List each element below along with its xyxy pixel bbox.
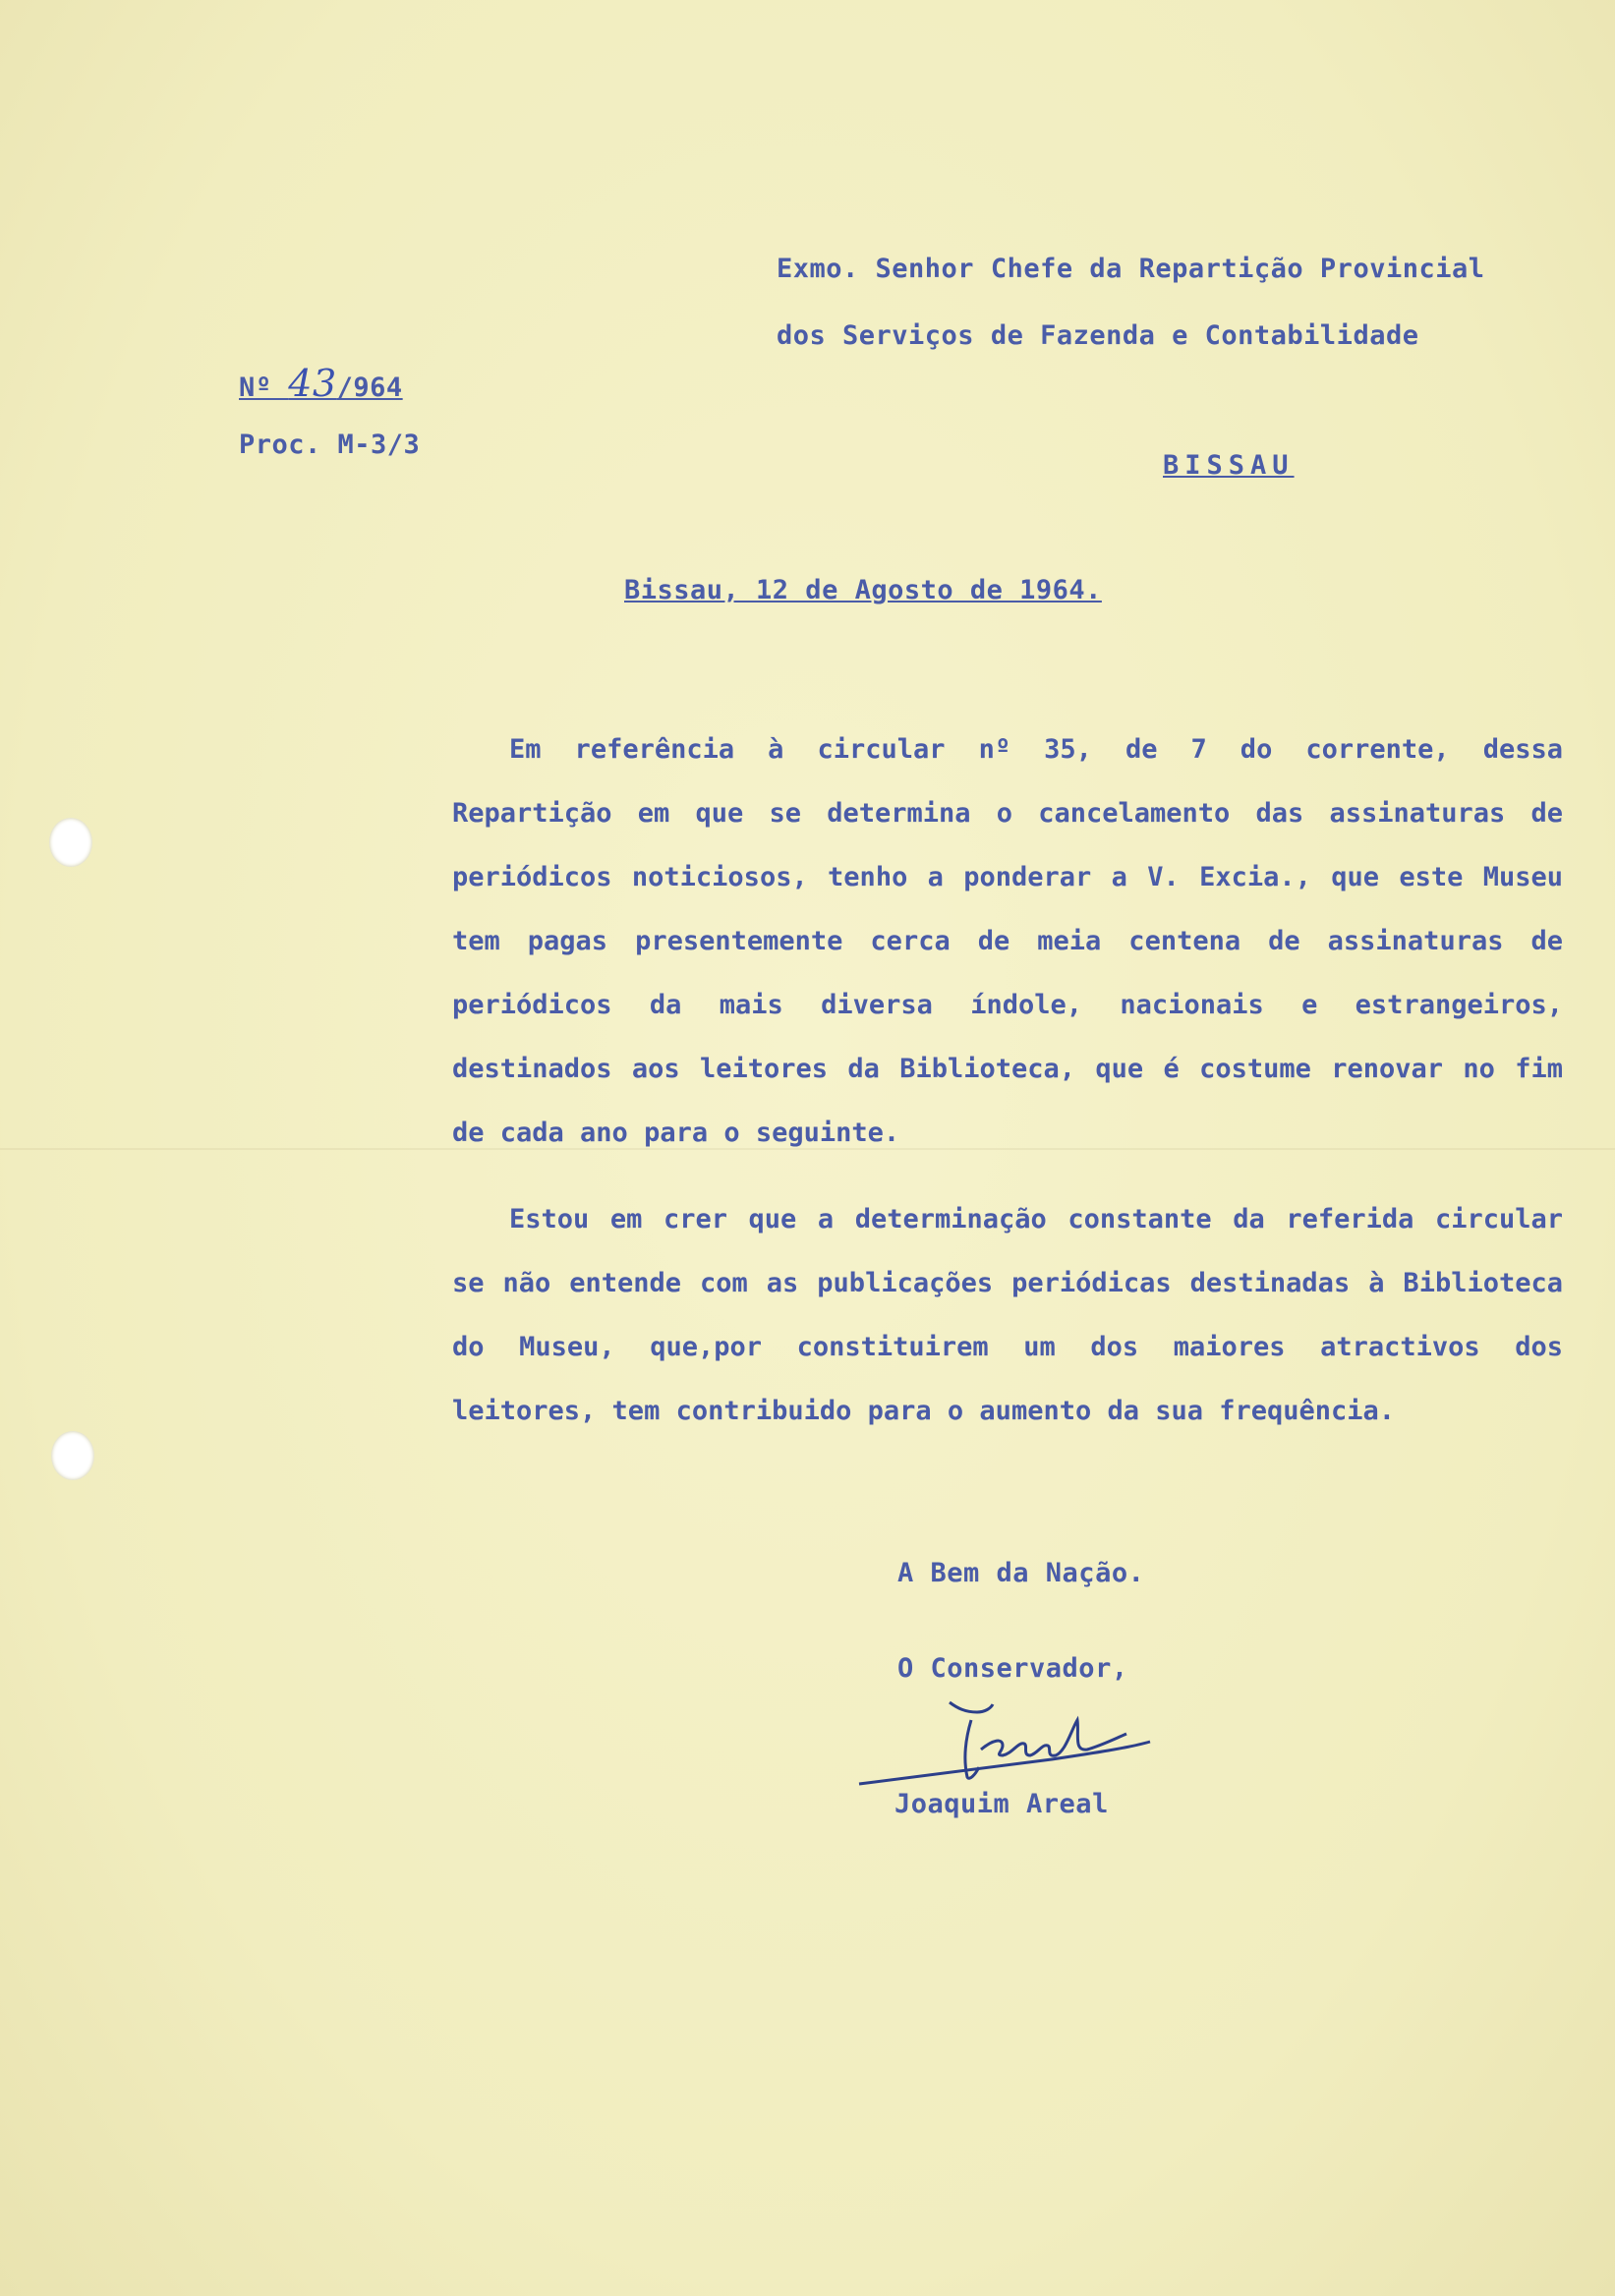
body-paragraph-1: Em referência à circular nº 35, de 7 do corrente, dessa Repartição em que se determina o cancelamento das assinaturas de periódicos noticiosos, tenho a ponderar a V. Excia., que este Museu tem pagas presentemente cerca de meia centena de assinaturas de periódicos da mais diversa índole, nacionais e estrangeiros, destinados aos leitores da Biblioteca, que é costume renovar no fim de cada ano para o seguinte.: [452, 734, 1563, 1148]
punch-hole-bottom: [51, 1431, 94, 1480]
number-suffix: /964: [336, 373, 403, 403]
handwritten-signature: [855, 1691, 1160, 1799]
destination-city: BISSAU: [1163, 450, 1295, 481]
signatory-name: Joaquim Areal: [894, 1789, 1109, 1819]
closing-salutation: A Bem da Nação.: [897, 1558, 1145, 1588]
document-number: [239, 362, 403, 405]
addressee-line-1: Exmo. Senhor Chefe da Repartição Provincial: [777, 254, 1485, 284]
addressee-line-2: dos Serviços de Fazenda e Contabilidade: [777, 320, 1419, 351]
signatory-role: O Conservador,: [897, 1653, 1128, 1684]
number-prefix: Nº: [239, 373, 289, 403]
number-handwritten: 43: [288, 362, 337, 405]
process-reference: Proc. M-3/3: [239, 430, 421, 460]
punch-hole-top: [49, 818, 92, 867]
letter-date: Bissau, 12 de Agosto de 1964.: [624, 575, 1102, 605]
body-paragraph-2: Estou em crer que a determinação constante da referida circular se não entende com as publicações periódicas destinadas à Biblioteca do Museu, que,por constituirem um dos maiores atractivos dos leitores, tem contribuido para o aumento da sua frequência.: [452, 1204, 1563, 1426]
